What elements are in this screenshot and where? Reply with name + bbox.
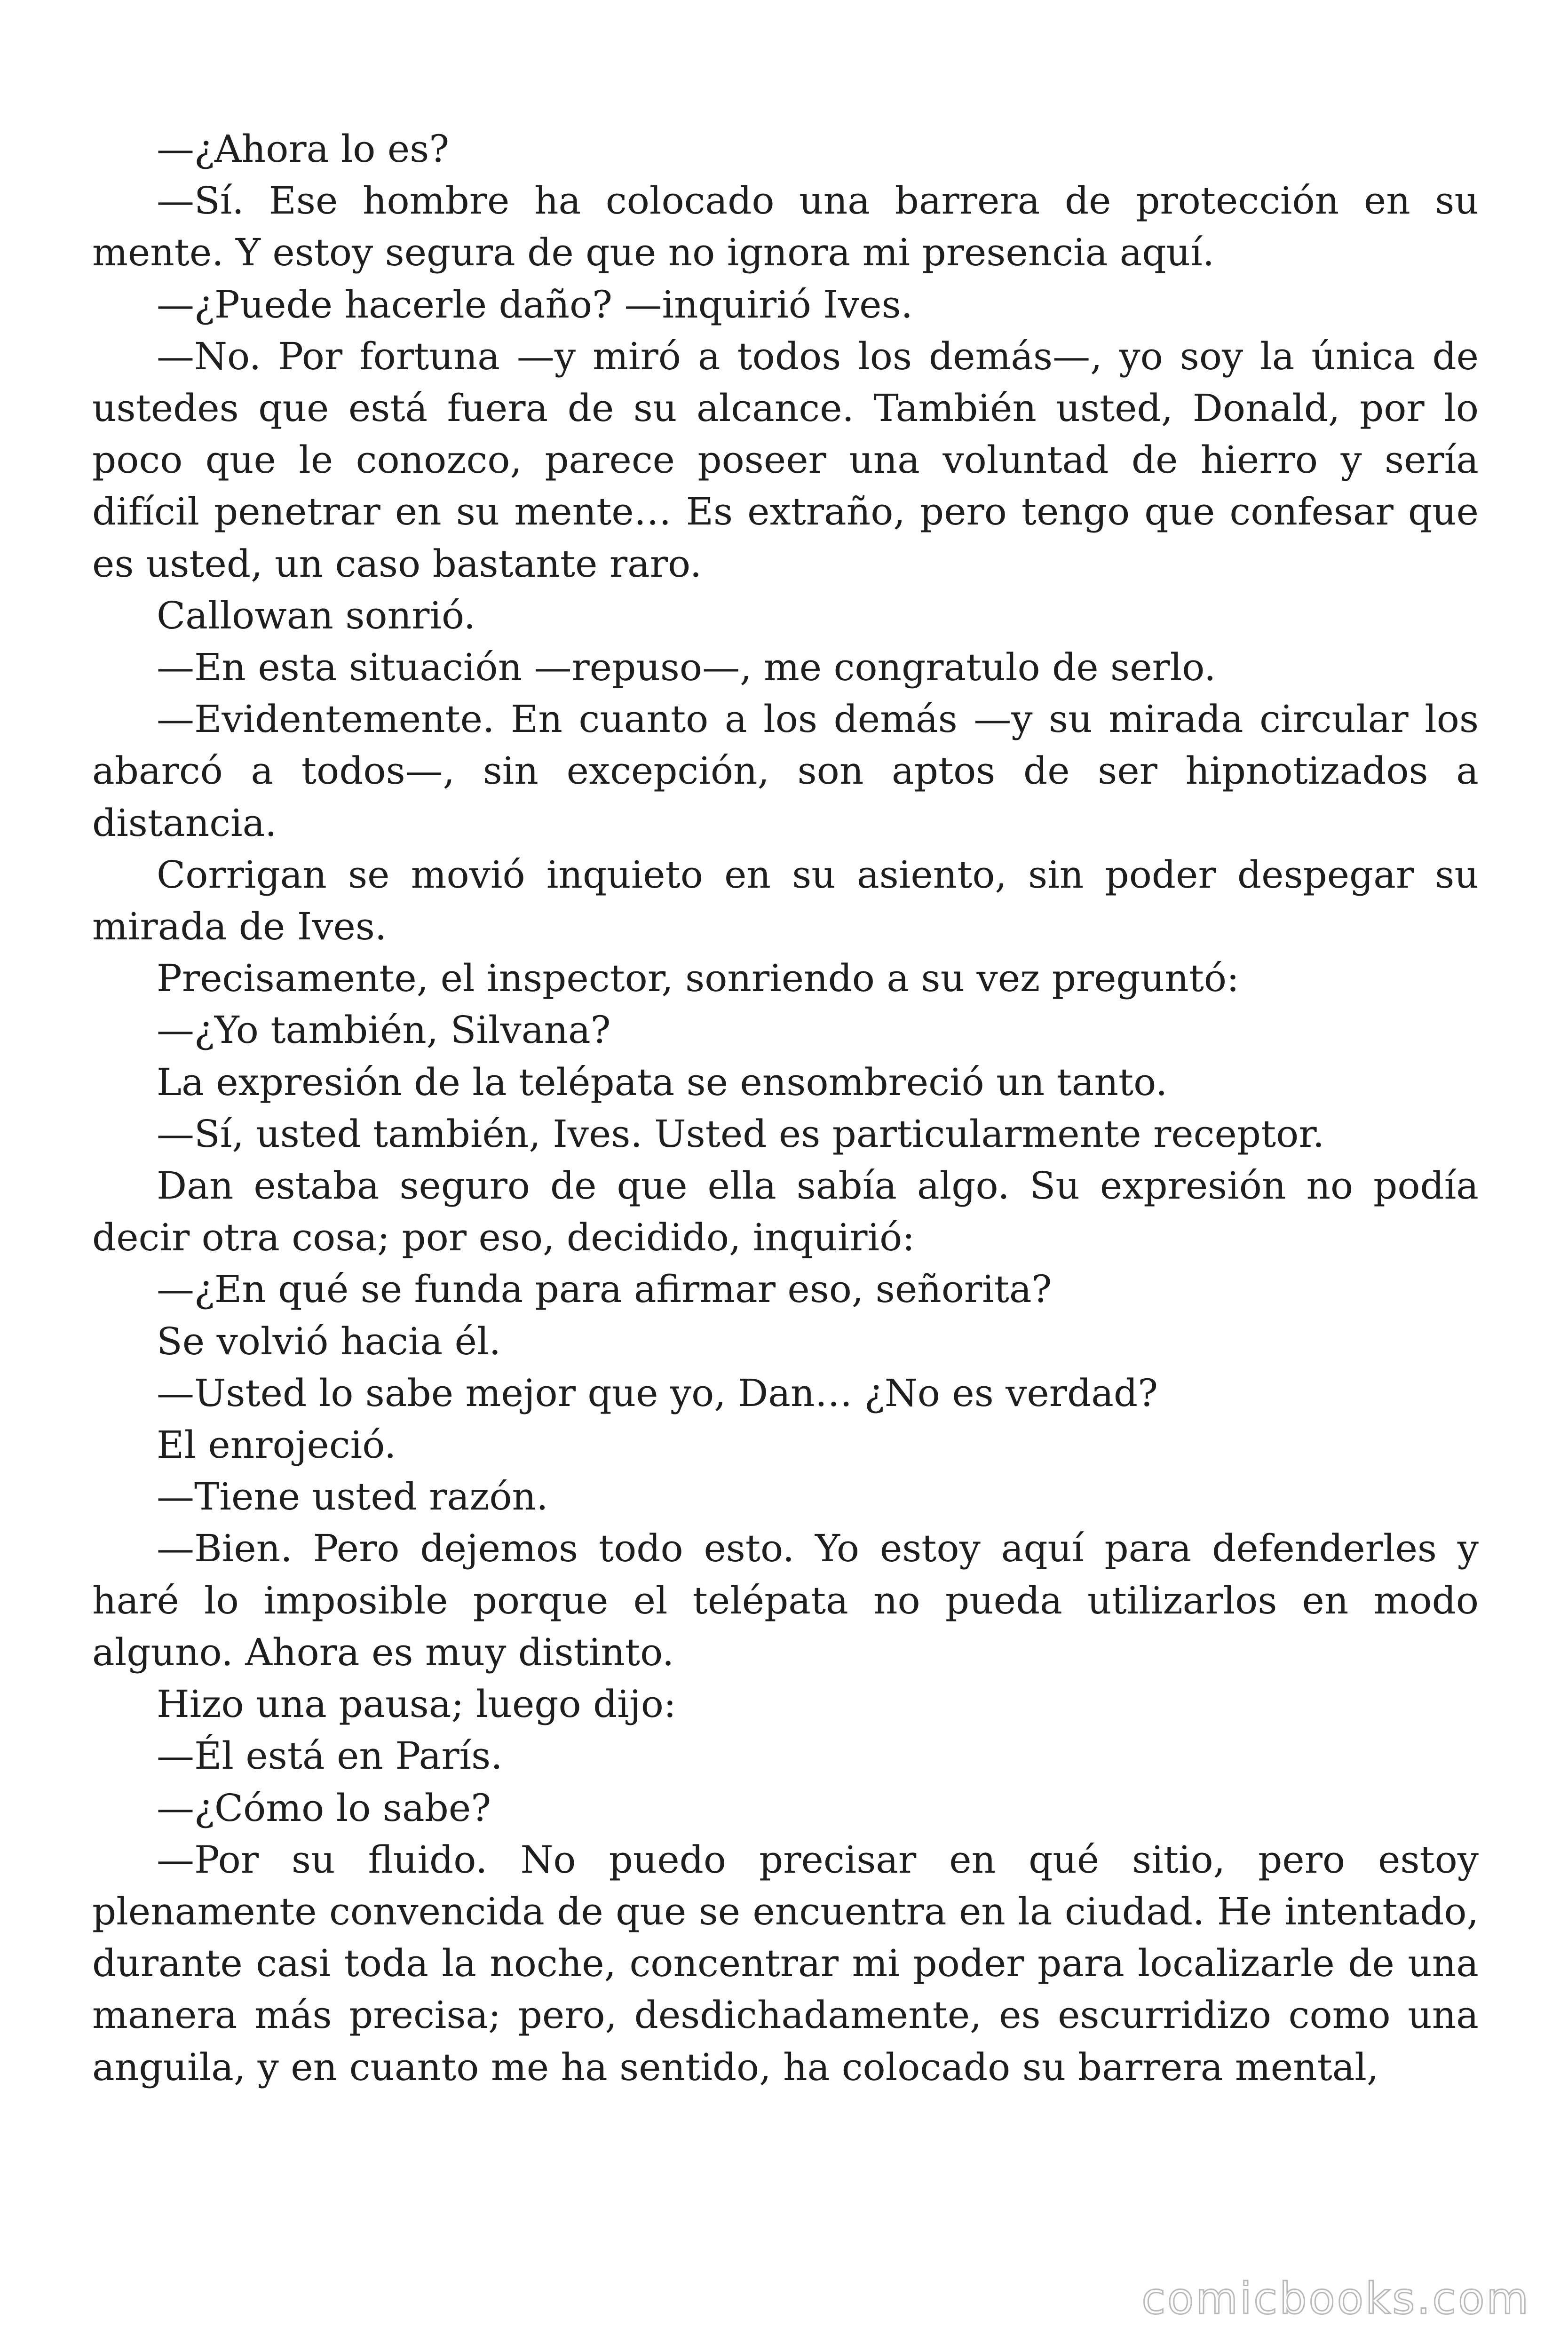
- paragraph: —¿Ahora lo es?: [157, 127, 450, 171]
- paragraph: Se volvió hacia él.: [157, 1319, 501, 1363]
- paragraph: —Sí. Ese hombre ha colocado una barrera de protección en su mente. Y estoy segura de que no ignora mi presencia aquí.: [92, 179, 1479, 275]
- paragraph: La expresión de la telépata se ensombreció un tanto.: [157, 1060, 1168, 1104]
- paragraph: —Usted lo sabe mejor que yo, Dan… ¿No es verdad?: [157, 1371, 1158, 1415]
- paragraph: Callowan sonrió.: [157, 593, 476, 637]
- paragraph: El enrojeció.: [157, 1423, 396, 1467]
- paragraph: Dan estaba seguro de que ella sabía algo. Su expresión no podía decir otra cosa; por eso, decidido, inquirió:: [92, 1164, 1479, 1260]
- paragraph: —Evidentemente. En cuanto a los demás —y su mirada circular los abarcó a todos—, sin excepción, son aptos de ser hipnotizados a distancia.: [92, 697, 1479, 845]
- paragraph: —En esta situación —repuso—, me congratulo de serlo.: [157, 645, 1216, 690]
- paragraph: —Él está en París.: [157, 1734, 503, 1778]
- paragraph: —¿En qué se funda para afirmar eso, señorita?: [157, 1267, 1052, 1311]
- watermark: comicbooks.com: [1141, 2273, 1530, 2324]
- paragraph: Precisamente, el inspector, sonriendo a su vez preguntó:: [157, 956, 1239, 1001]
- paragraph: —Sí, usted también, Ives. Usted es particularmente receptor.: [157, 1112, 1325, 1156]
- paragraph: —Tiene usted razón.: [157, 1475, 548, 1519]
- paragraph: Corrigan se movió inquieto en su asiento, sin poder despegar su mirada de Ives.: [92, 852, 1479, 949]
- paragraph: —Por su fluido. No puedo precisar en qué sitio, pero estoy plenamente convencida de que se encuentra en la ciudad. He intentado, durante casi toda la noche, concentrar mi poder para localizarle de una manera más precisa; pero, desdichadamente, es escurridizo como una anguila, y en cuanto me ha sentido, ha colocado su barrera mental,: [92, 1837, 1479, 2089]
- paragraph: —¿Yo también, Silvana?: [157, 1008, 611, 1052]
- paragraph: —¿Puede hacerle daño? —inquirió Ives.: [157, 282, 913, 326]
- paragraph: Hizo una pausa; luego dijo:: [157, 1682, 676, 1726]
- paragraph: —Bien. Pero dejemos todo esto. Yo estoy aquí para defenderles y haré lo imposible porque el telépata no pueda utilizarlos en modo alguno. Ahora es muy distinto.: [92, 1526, 1479, 1674]
- paragraph: —¿Cómo lo sabe?: [157, 1786, 491, 1830]
- paragraph: —No. Por fortuna —y miró a todos los demás—, yo soy la única de ustedes que está fuera de su alcance. También usted, Donald, por lo poco que le conozco, parece poseer una voluntad de hierro y sería difícil penetrar en su mente… Es extraño, pero tengo que confesar que es usted, un caso bastante raro.: [92, 334, 1479, 586]
- page-text: [92, 123, 1479, 2093]
